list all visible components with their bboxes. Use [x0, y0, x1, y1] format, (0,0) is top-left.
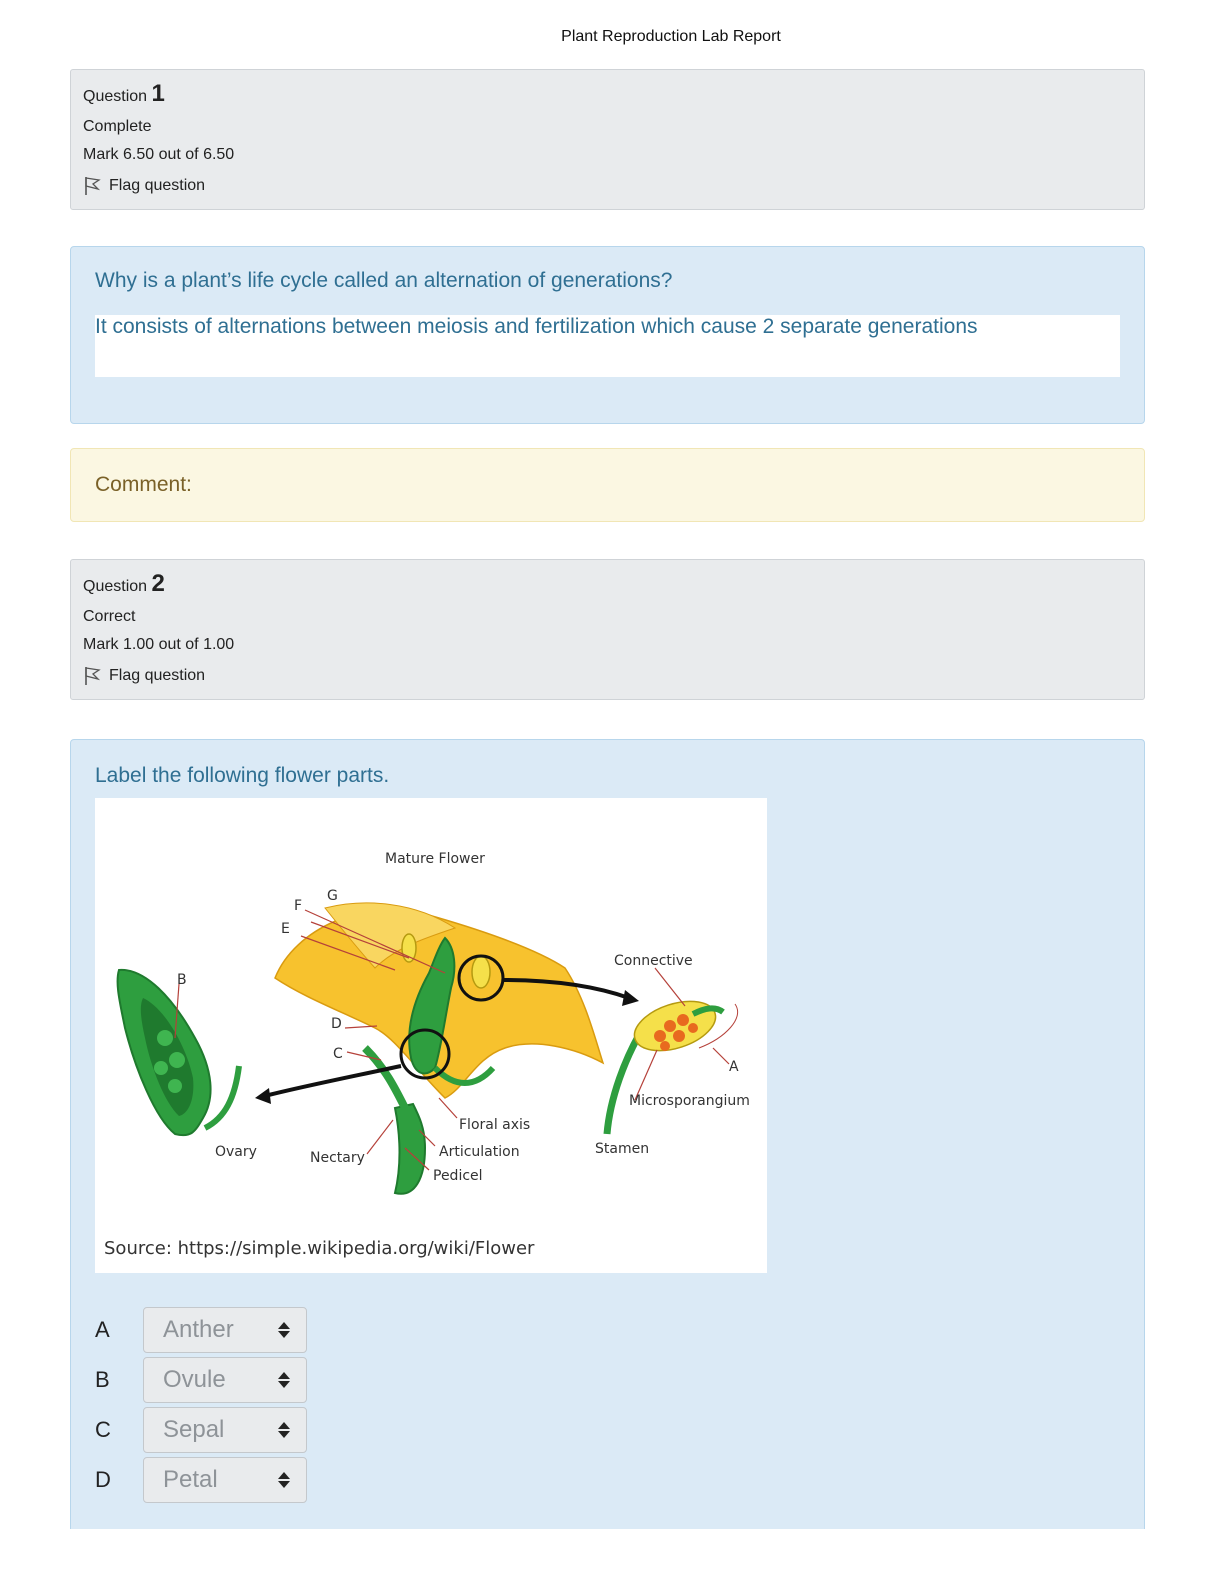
label-b: B: [177, 972, 187, 988]
label-floral-axis: Floral axis: [459, 1117, 531, 1133]
updown-arrows-icon: [278, 1472, 290, 1488]
question-1-text: Why is a plant’s life cycle called an alternation of generations?: [95, 269, 673, 292]
label-connective: Connective: [614, 953, 693, 969]
updown-arrows-icon: [278, 1322, 290, 1338]
flower-diagram: [95, 798, 767, 1273]
answer-rows: [95, 1305, 1120, 1505]
label-a: A: [729, 1059, 739, 1075]
figure-title: Mature Flower: [385, 851, 485, 867]
answer-row-b: [95, 1355, 1120, 1405]
answer-letter: A: [95, 1317, 110, 1342]
flag-question-label: Flag question: [109, 177, 206, 194]
answer-select-c[interactable]: [143, 1407, 307, 1453]
updown-arrows-icon: [278, 1422, 290, 1438]
flag-icon: [83, 176, 101, 196]
label-ovary: Ovary: [215, 1144, 257, 1160]
question-1-state: Complete: [83, 118, 152, 135]
question-1-number: [83, 80, 1132, 108]
flag-question-label: Flag question: [109, 667, 206, 684]
arrowhead: [255, 1088, 271, 1104]
question-label: Question: [83, 578, 148, 595]
question-1-answer[interactable]: It consists of alternations between meiosis and fertilization which cause 2 separate generations: [95, 315, 1120, 377]
flower-diagram-svg: [95, 798, 767, 1273]
label-microsporangium: Microsporangium: [629, 1093, 750, 1109]
arrowhead: [622, 990, 639, 1006]
label-pedicel: Pedicel: [433, 1168, 483, 1184]
answer-letter: C: [95, 1417, 111, 1442]
answer-select-d[interactable]: [143, 1457, 307, 1503]
answer-letter: B: [95, 1367, 110, 1392]
question-1-mark: Mark 6.50 out of 6.50: [83, 146, 235, 163]
select-value: Petal: [163, 1466, 218, 1493]
question-1-formulation: [70, 246, 1145, 424]
label-f: F: [294, 898, 303, 914]
label-g: G: [327, 888, 338, 904]
answer-row-d: [95, 1455, 1120, 1505]
updown-arrows-icon: [278, 1372, 290, 1388]
figure-source: Source: https://simple.wikipedia.org/wiki/Flower: [104, 1238, 535, 1259]
question-2-number: [83, 570, 1132, 598]
flag-question-2-button[interactable]: [83, 666, 1132, 686]
question-2-text: Label the following flower parts.: [95, 764, 390, 787]
page-title: Plant Reproduction Lab Report: [561, 28, 781, 45]
question-label: Question: [83, 88, 148, 105]
question-1-info: [70, 69, 1145, 210]
label-d: D: [331, 1016, 342, 1032]
select-value: Sepal: [163, 1416, 225, 1443]
question-2-mark: Mark 1.00 out of 1.00: [83, 636, 235, 653]
question-number: 1: [151, 80, 165, 107]
question-2-formulation: [70, 739, 1145, 1529]
question-number: 2: [151, 570, 165, 597]
answer-row-a: [95, 1305, 1120, 1355]
flag-question-1-button[interactable]: [83, 176, 1132, 196]
select-value: Ovule: [163, 1366, 226, 1393]
comment-box: [70, 448, 1145, 522]
label-e: E: [281, 921, 290, 937]
question-2-info: [70, 559, 1145, 700]
question-2-state: Correct: [83, 608, 136, 625]
arrow-to-ovary: [265, 1066, 401, 1096]
label-nectary: Nectary: [310, 1150, 365, 1166]
flag-icon: [83, 666, 101, 686]
label-articulation: Articulation: [439, 1144, 520, 1160]
answer-select-a[interactable]: [143, 1307, 307, 1353]
select-value: Anther: [163, 1316, 234, 1343]
label-stamen: Stamen: [595, 1141, 650, 1157]
stamen-illustration: [607, 992, 738, 1134]
answer-select-b[interactable]: [143, 1357, 307, 1403]
comment-label: Comment:: [95, 473, 192, 496]
answer-letter: D: [95, 1467, 111, 1492]
label-c: C: [333, 1046, 343, 1062]
answer-row-c: [95, 1405, 1120, 1455]
